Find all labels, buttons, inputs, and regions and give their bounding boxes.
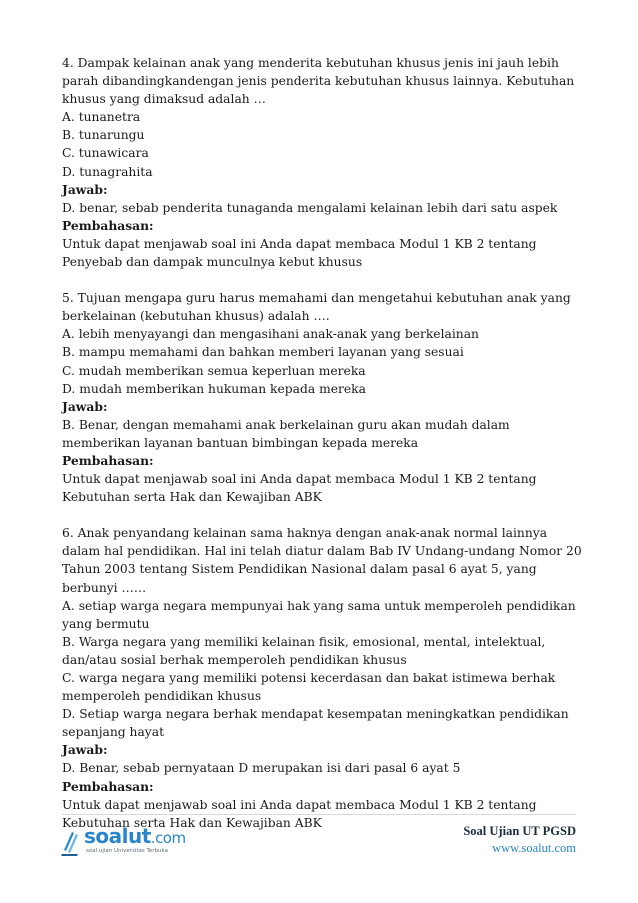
question-6 <box>62 524 582 832</box>
option-d: D. mudah memberikan hukuman kepada mereka <box>62 381 366 396</box>
answer-text: D. Benar, sebab pernyataan D merupakan isi dari pasal 6 ayat 5 <box>62 761 461 776</box>
question-stem: 4. Dampak kelainan anak yang menderita kebutuhan khusus jenis ini jauh lebih parah dibandingkandengan jenis penderita kebutuhan khusus lainnya. Kebutuhan khusus yang dimaksud adalah … <box>62 56 575 107</box>
option-a: A. tunanetra <box>62 110 141 125</box>
option-d: D. Setiap warga negara berhak mendapat kesempatan meningkatkan pendidikan sepanjang hayat <box>62 707 569 740</box>
answer-text: D. benar, sebab penderita tunaganda mengalami kelainan lebih dari satu aspek <box>62 200 558 215</box>
option-c: C. mudah memberikan semua keperluan mereka <box>62 363 366 378</box>
option-b: B. tunarungu <box>62 128 145 143</box>
logo-wordmark <box>84 824 186 848</box>
discussion-label: Pembahasan: <box>62 778 154 794</box>
logo-tagline: soal ujian Universitas Terbuka <box>86 848 169 854</box>
answer-label: Jawab: <box>62 742 108 758</box>
option-b: B. mampu memahami dan bahkan memberi layanan yang sesuai <box>62 345 464 360</box>
discussion-text: Untuk dapat menjawab soal ini Anda dapat membaca Modul 1 KB 2 tentang Kebutuhan serta Hak dan Kewajiban ABK <box>62 797 537 830</box>
answer-label: Jawab: <box>62 398 108 414</box>
discussion-label: Pembahasan: <box>62 217 154 233</box>
footer-url-link[interactable]: www.soalut.com <box>492 841 576 855</box>
logo-suffix: .com <box>150 829 186 847</box>
question-5 <box>62 289 582 506</box>
discussion-text: Untuk dapat menjawab soal ini Anda dapat membaca Modul 1 KB 2 tentang Kebutuhan serta Hak dan Kewajiban ABK <box>62 472 537 505</box>
question-stem: 5. Tujuan mengapa guru harus memahami dan mengetahui kebutuhan anak yang berkelainan (kebutuhan khusus) adalah …. <box>62 291 571 324</box>
book-stack-icon <box>60 828 82 856</box>
option-c: C. warga negara yang memiliki potensi kecerdasan dan bakat istimewa berhak memperoleh pendidikan khusus <box>62 671 556 704</box>
discussion-text: Untuk dapat menjawab soal ini Anda dapat membaca Modul 1 KB 2 tentang Penyebab dan dampak munculnya kebut khusus <box>62 236 537 270</box>
site-logo[interactable] <box>60 824 200 860</box>
footer-info <box>463 823 576 857</box>
option-a: A. setiap warga negara mempunyai hak yang sama untuk memperoleh pendidikan yang bermutu <box>62 598 576 631</box>
question-stem: 6. Anak penyandang kelainan sama haknya dengan anak-anak normal lainnya dalam hal pendidikan. Hal ini telah diatur dalam Bab IV Undang-undang Nomor 20 Tahun 2003 tentang Sistem Pendidikan Nasional dalam pasal 6 ayat 5, yang berbunyi …… <box>62 526 582 595</box>
answer-label: Jawab: <box>62 181 108 197</box>
question-4 <box>62 54 582 271</box>
discussion-label: Pembahasan: <box>62 452 154 468</box>
option-c: C. tunawicara <box>62 146 149 161</box>
footer-divider <box>62 814 576 815</box>
answer-text: B. Benar, dengan memahami anak berkelainan guru akan mudah dalam memberikan layanan bantuan bimbingan kepada mereka <box>62 417 510 450</box>
footer-title: Soal Ujian UT PGSD <box>463 824 576 838</box>
logo-name: soalut <box>84 824 151 848</box>
question-list <box>62 54 582 850</box>
option-b: B. Warga negara yang memiliki kelainan fisik, emosional, mental, intelektual, dan/atau sosial berhak memperoleh pendidikan khusus <box>62 634 546 667</box>
option-d: D. tunagrahita <box>62 164 153 179</box>
option-a: A. lebih menyayangi dan mengasihani anak-anak yang berkelainan <box>62 327 479 342</box>
